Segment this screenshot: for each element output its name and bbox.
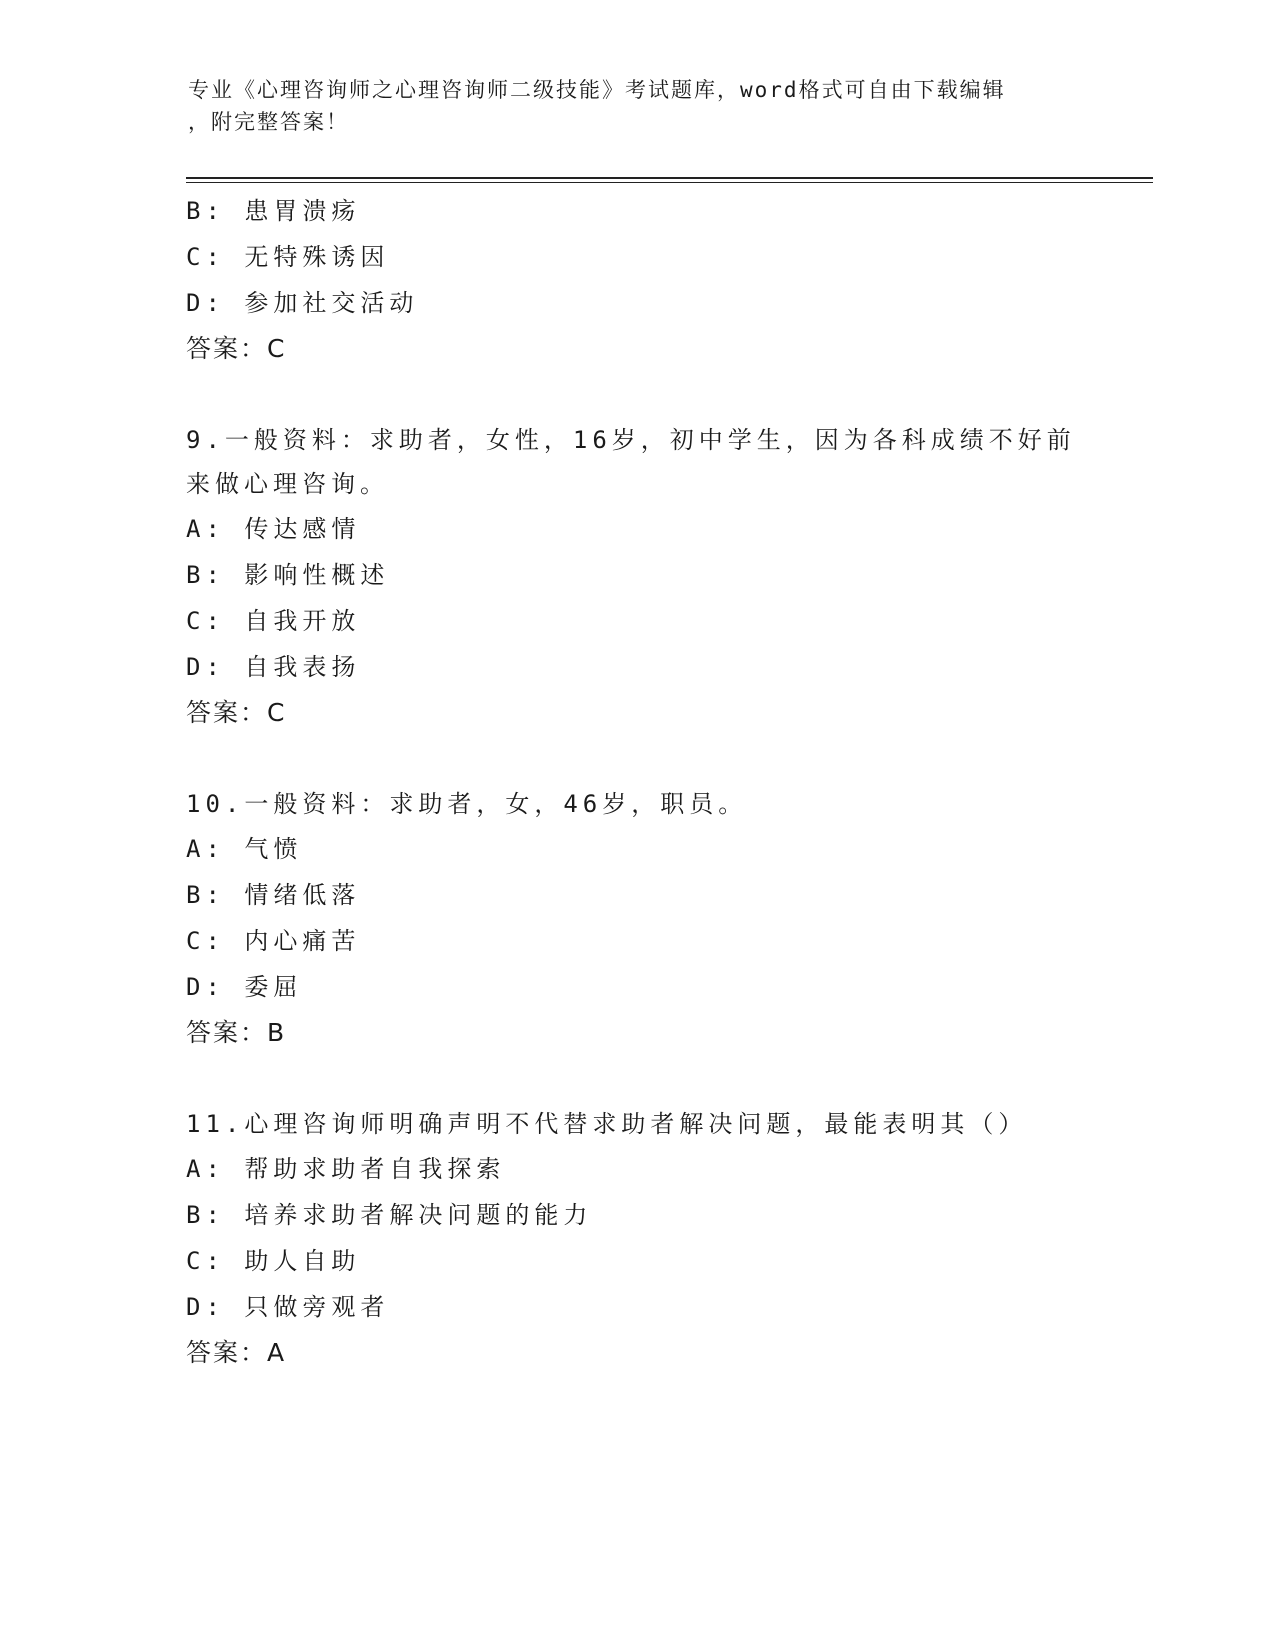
option-d: D: 委屈 [186,973,303,1001]
question-title-line: 来做心理咨询。 [186,470,389,498]
answer: 答案：B [186,1018,287,1047]
option-d: D: 参加社交活动 [186,289,419,317]
document-header [188,74,1088,138]
option-d: D: 自我表扬 [186,653,361,681]
option-a: A: 传达感情 [186,515,361,543]
question-9 [186,418,1086,736]
option-a: A: 气愤 [186,835,303,863]
option-c: C: 助人自助 [186,1247,361,1275]
option-a: A: 帮助求助者自我探索 [186,1155,506,1183]
spacer [186,1056,1086,1102]
header-line-2: ，附完整答案！ [188,110,349,134]
spacer [186,736,1086,782]
option-b: B: 情绪低落 [186,881,361,909]
question-11 [186,1102,1086,1376]
question-10 [186,782,1086,1056]
question-title-line: 11.心理咨询师明确声明不代替求助者解决问题，最能表明其（） [186,1110,1028,1138]
header-rule-thin [186,182,1153,183]
answer: 答案：C [186,698,287,727]
answer: 答案：C [186,334,287,363]
header-line-1: 专业《心理咨询师之心理咨询师二级技能》考试题库，word格式可自由下载编辑 [188,78,1006,102]
option-c: C: 自我开放 [186,607,361,635]
question-title-line: 10.一般资料：求助者，女，46岁，职员。 [186,790,748,818]
option-b: B: 培养求助者解决问题的能力 [186,1201,593,1229]
spacer [186,372,1086,418]
option-c: C: 内心痛苦 [186,927,361,955]
answer: 答案：A [186,1338,287,1367]
option-c: C: 无特殊诱因 [186,243,390,271]
option-d: D: 只做旁观者 [186,1293,390,1321]
header-rule-thick [186,177,1153,179]
option-b: B: 影响性概述 [186,561,390,589]
question-partial [186,188,1086,372]
document-body [186,188,1086,1376]
question-title-line: 9.一般资料：求助者，女性，16岁，初中学生，因为各科成绩不好前 [186,426,1076,454]
option-b: B: 患胃溃疡 [186,197,361,225]
